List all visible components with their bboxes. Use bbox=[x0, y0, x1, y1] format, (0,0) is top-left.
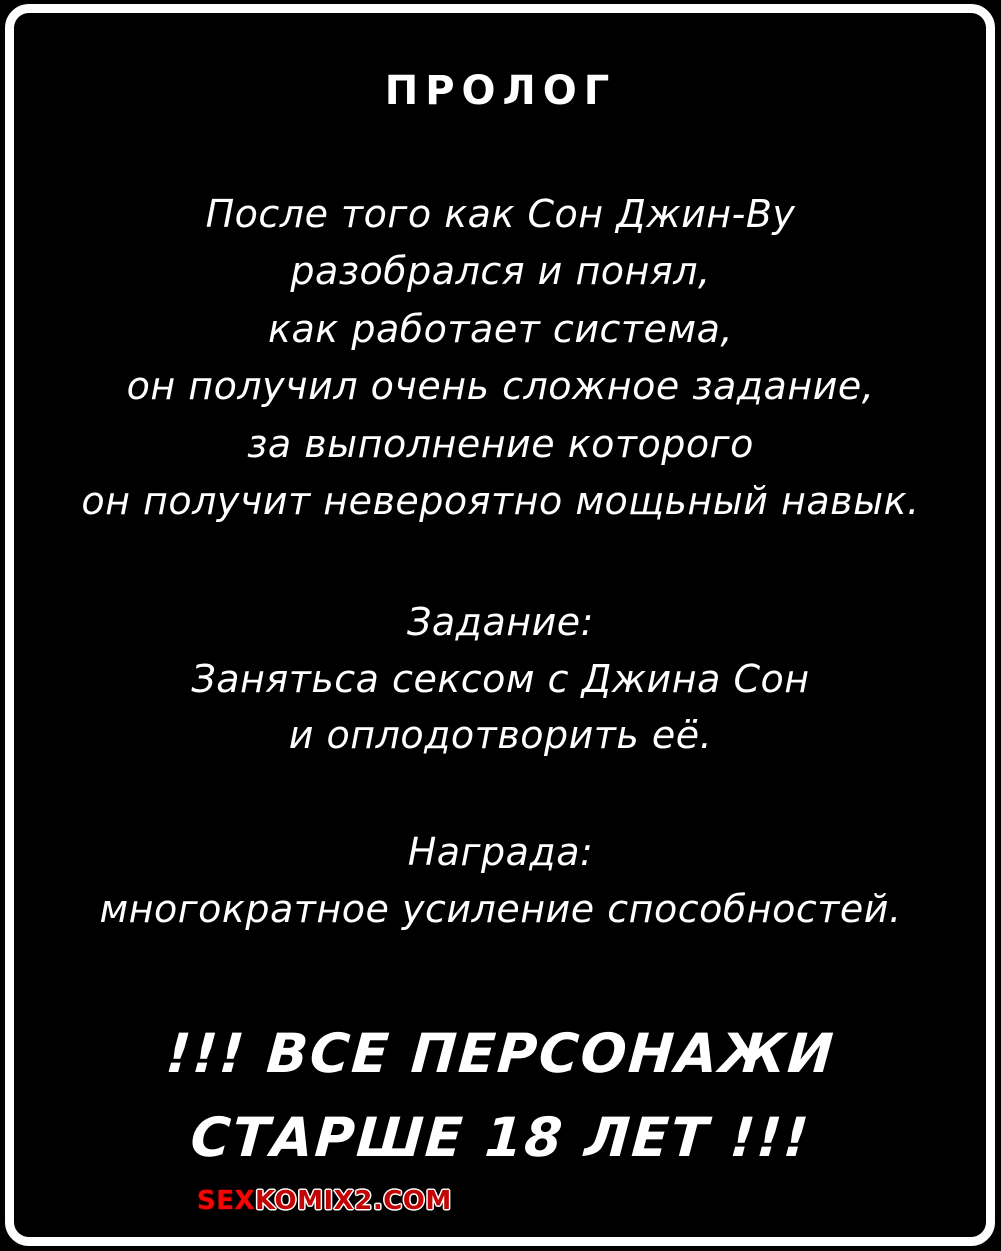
task-line: Занятьса сексом с Джина Сон bbox=[191, 657, 810, 701]
intro-line: он получил очень сложное задание, bbox=[126, 364, 875, 408]
site-watermark bbox=[197, 1186, 452, 1216]
task-heading: Задание: bbox=[407, 600, 594, 644]
age-warning-line: !!! ВСЕ ПЕРСОНАЖИ bbox=[163, 1022, 838, 1085]
intro-line: он получит невероятно мощьный навык. bbox=[81, 479, 920, 523]
intro-line: разобрался и понял, bbox=[290, 249, 711, 293]
intro-line: как работает система, bbox=[268, 307, 733, 351]
watermark-prefix: SEX bbox=[197, 1186, 256, 1216]
age-warning-line: СТАРШЕ 18 ЛЕТ !!! bbox=[188, 1106, 813, 1169]
intro-line: за выполнение которого bbox=[247, 422, 754, 466]
task-line: и оплодотворить её. bbox=[288, 713, 713, 757]
watermark-suffix: KOMIX2.COM bbox=[255, 1186, 452, 1216]
page-title: ПРОЛОГ bbox=[384, 68, 617, 114]
intro-line: После того как Сон Джин-Ву bbox=[205, 192, 796, 236]
reward-line: многократное усиление способностей. bbox=[99, 887, 902, 931]
reward-heading: Награда: bbox=[407, 830, 594, 874]
